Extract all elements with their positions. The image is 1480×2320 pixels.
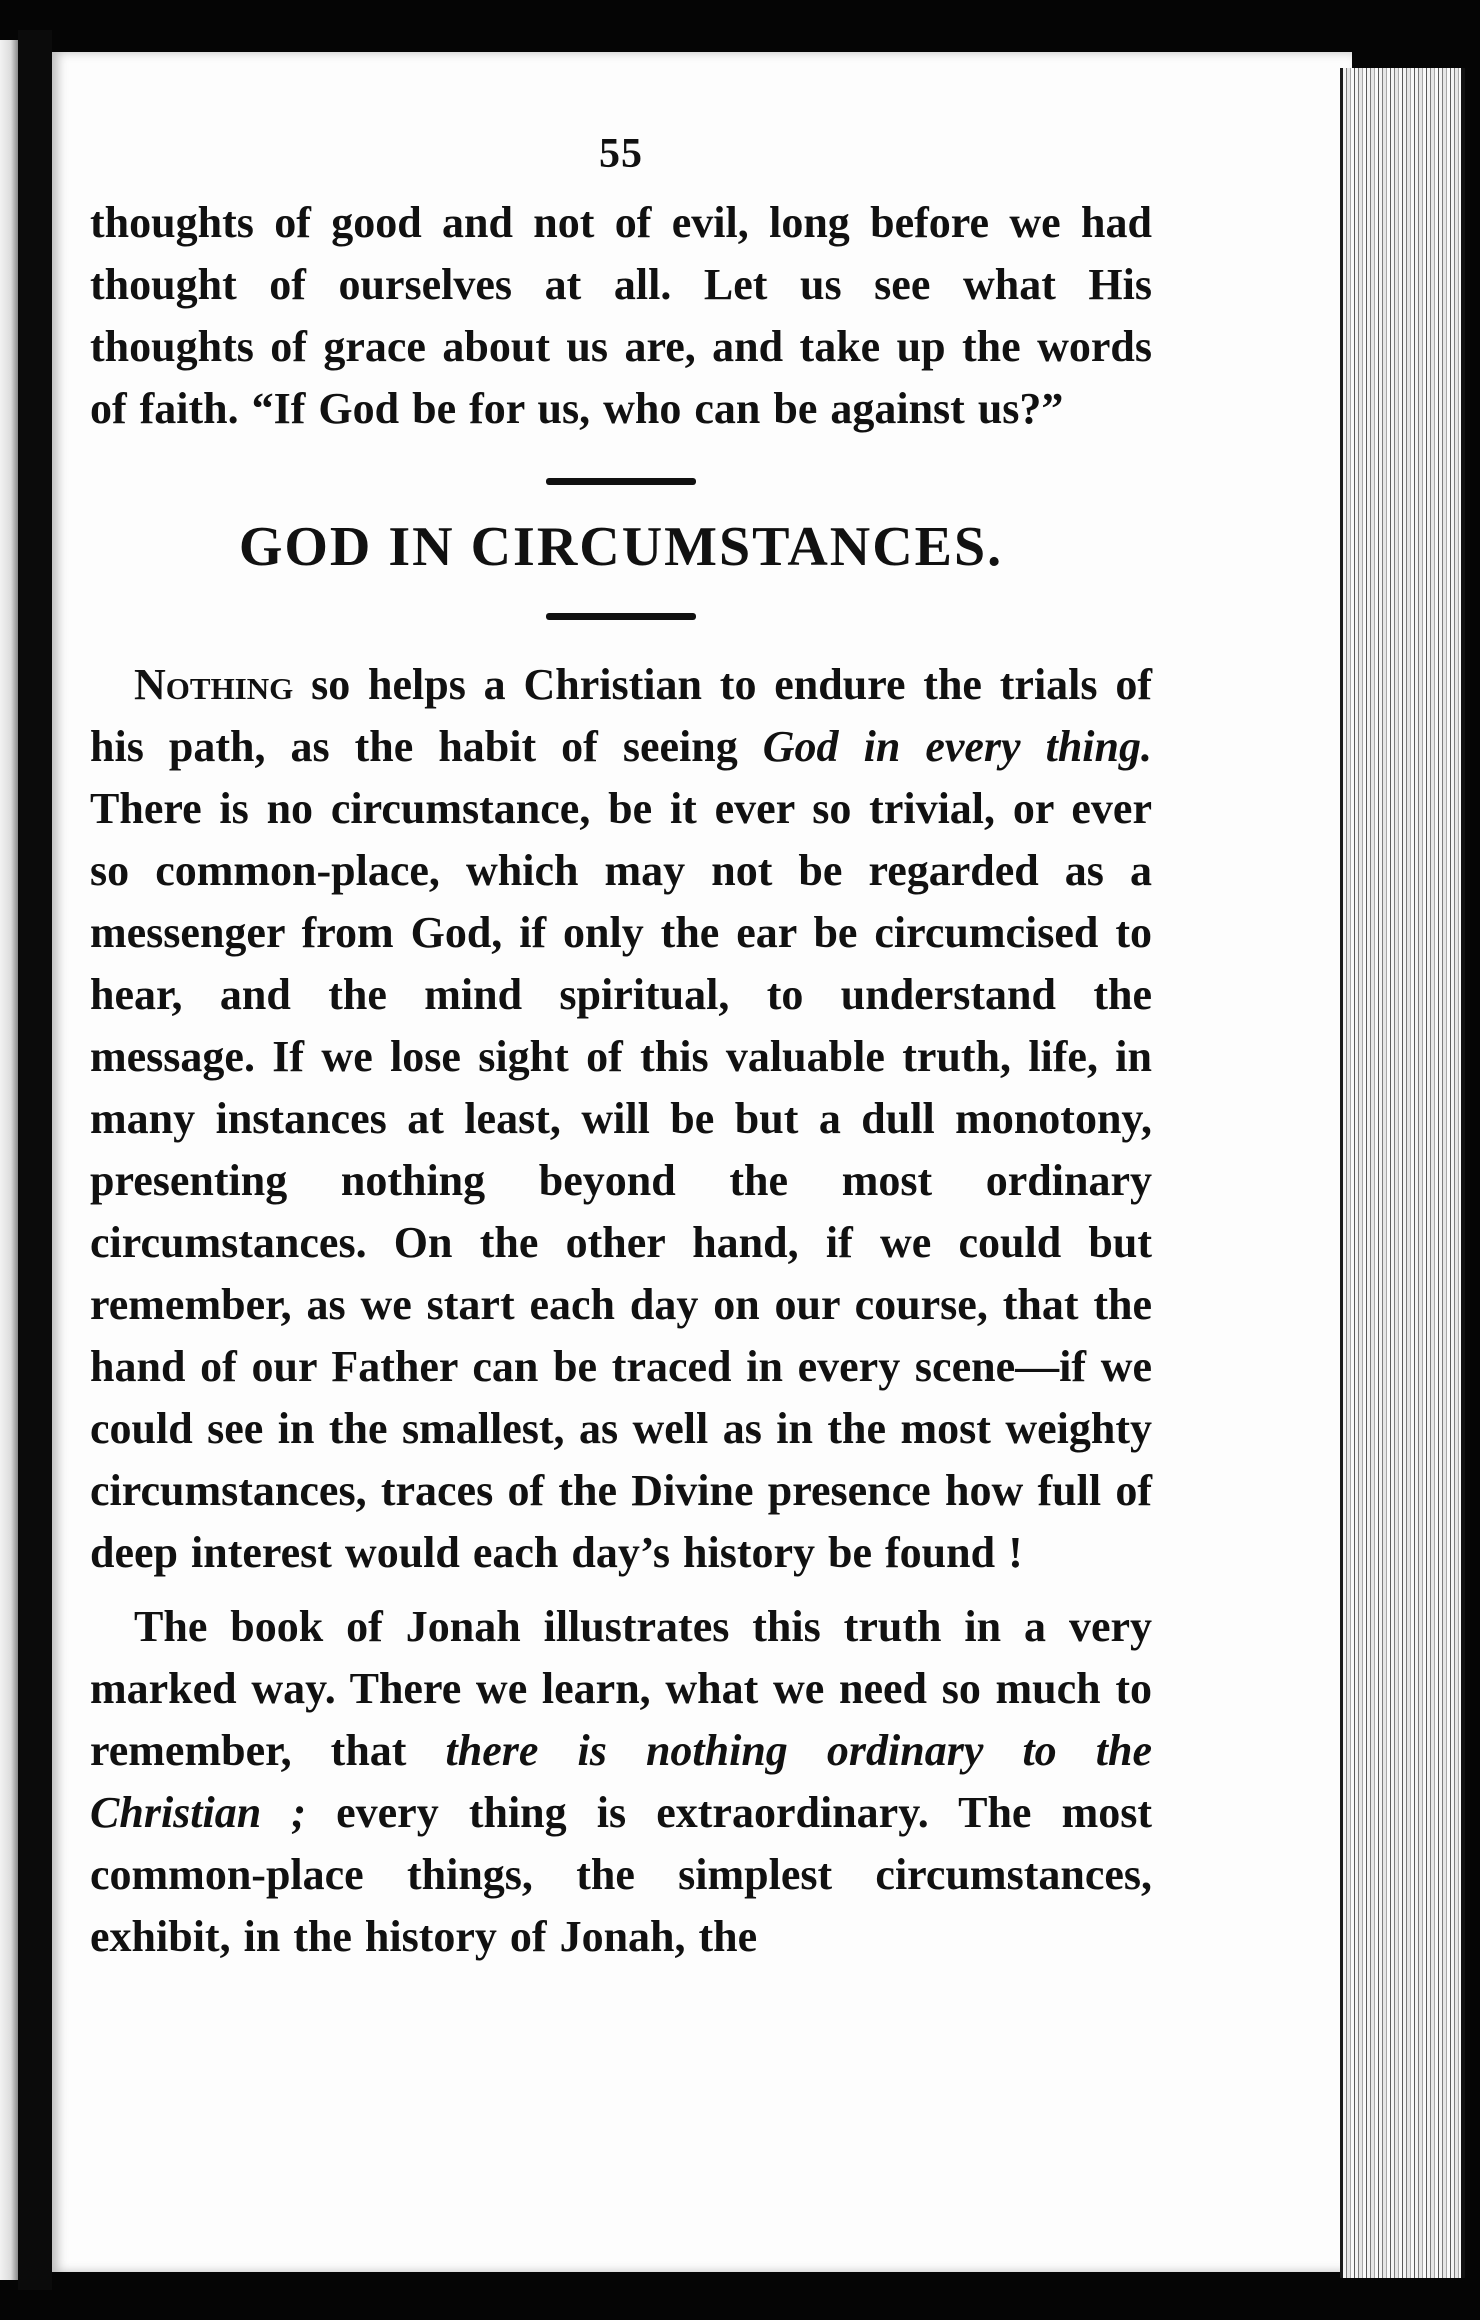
book-gutter (18, 30, 52, 2290)
paragraph-2-text-a: The book of Jonah illustrates this truth in a very marked way. There we learn, what we need so much to remember, that (90, 1602, 1152, 1775)
paragraph-1-text-b: There is no circumstance, be it ever so trivial, or ever so common-place, which may not be regarded as a messenger from God, if only the ear be circumcised to hear, and the mind spiritual, to understand the message. If we lose sight of this valuable truth, life, in many instances at least, will be but a dull monotony, presenting nothing beyond the most ordinary circumstances. On the other hand, if we could but remember, as we start each day on our course, that the hand of our Father can be traced in every scene—if we could see in the smallest, as well as in the most weighty circumstances, traces of the Divine presence how full of deep interest would each day’s history be found ! (90, 784, 1152, 1577)
paragraph-god-in-every-thing (90, 654, 1152, 1584)
opening-word: Nothing (134, 660, 294, 709)
continued-paragraph: thoughts of good and not of evil, long before we had thought of ourselves at all. Let us see what His thoughts of grace about us are, and take up the words of faith. “If God be for us, who can be against us?” (90, 198, 1152, 433)
ornamental-rule-below-heading (546, 613, 696, 620)
paragraph-2-text-b: every thing is extraordinary. The most common-place things, the simplest circumstances, exhibit, in the history of Jonah, the (90, 1788, 1152, 1961)
paragraph-1-italic: God in every thing. (762, 722, 1152, 771)
previous-page-edge (0, 40, 18, 2280)
paragraph-2-italic: there is nothing ordinary to the Christian ; (90, 1726, 1152, 1837)
page-number: 55 (599, 131, 643, 177)
page-fore-edge (1340, 68, 1465, 2278)
page-text-block (90, 130, 1152, 1968)
paragraph-book-of-jonah (90, 1596, 1152, 1968)
ornamental-rule-above-heading (546, 478, 696, 485)
section-heading: GOD IN CIRCUMSTANCES. (238, 516, 1004, 578)
paragraph-1-text-a: so helps a Christian to endure the trials of his path, as the habit of seeing (90, 660, 1152, 771)
